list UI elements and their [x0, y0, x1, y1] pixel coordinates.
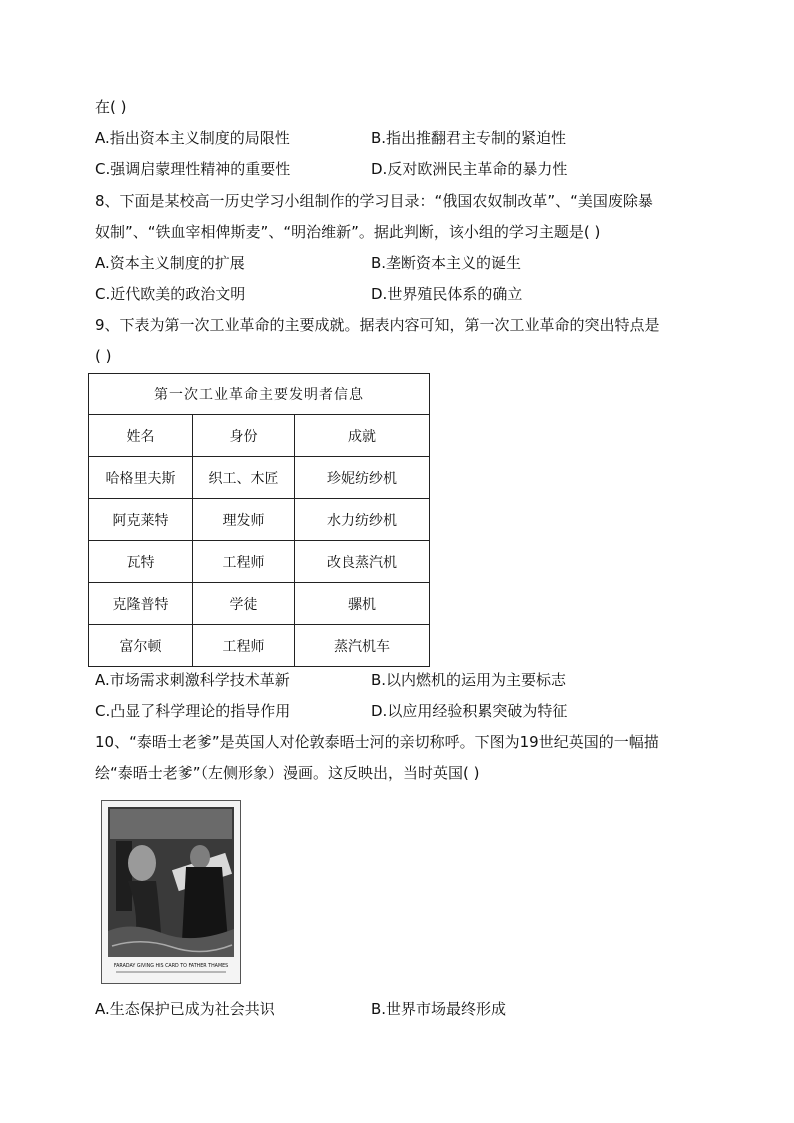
table-cell: 工程师	[193, 541, 295, 583]
table-caption: 第一次工业革命主要发明者信息	[89, 374, 430, 415]
table-cell: 富尔顿	[89, 625, 193, 667]
table-row	[89, 499, 430, 541]
table-cell: 哈格里夫斯	[89, 457, 193, 499]
table-row	[89, 625, 430, 667]
table-cell: 学徒	[193, 583, 295, 625]
q8-option-b[interactable]: B.垄断资本主义的诞生	[371, 254, 522, 272]
table-cell: 理发师	[193, 499, 295, 541]
q10-option-a[interactable]: A.生态保护已成为社会共识	[95, 1000, 275, 1018]
inventor-table	[88, 373, 430, 667]
table-cell: 珍妮纺纱机	[295, 457, 430, 499]
q7-option-d[interactable]: D.反对欧洲民主革命的暴力性	[371, 160, 568, 178]
table-header-identity: 身份	[193, 415, 295, 457]
q9-stem-line1: 9、下表为第一次工业革命的主要成就。据表内容可知，第一次工业革命的突出特点是	[95, 316, 660, 334]
table-cell: 织工、木匠	[193, 457, 295, 499]
q9-option-b[interactable]: B.以内燃机的运用为主要标志	[371, 671, 567, 689]
q9-option-c[interactable]: C.凸显了科学理论的指导作用	[95, 702, 291, 720]
father-thames-cartoon	[101, 800, 241, 984]
q10-stem-line1: 10、“泰晤士老爹”是英国人对伦敦泰晤士河的亲切称呼。下图为19世纪英国的一幅描	[95, 733, 659, 751]
q9-stem-line2: ( )	[95, 347, 112, 365]
table-header-achievement: 成就	[295, 415, 430, 457]
q7-stem-tail: 在( )	[95, 98, 127, 116]
q9-option-a[interactable]: A.市场需求刺激科学技术革新	[95, 671, 290, 689]
table-cell: 改良蒸汽机	[295, 541, 430, 583]
q10-stem-line2: 绘“泰晤士老爹”（左侧形象）漫画。这反映出，当时英国( )	[95, 764, 480, 782]
q8-option-a[interactable]: A.资本主义制度的扩展	[95, 254, 245, 272]
q7-option-b[interactable]: B.指出推翻君主专制的紧迫性	[371, 129, 567, 147]
q8-option-c[interactable]: C.近代欧美的政治文明	[95, 285, 246, 303]
q8-option-d[interactable]: D.世界殖民体系的确立	[371, 285, 523, 303]
q10-option-b[interactable]: B.世界市场最终形成	[371, 1000, 507, 1018]
table-row	[89, 457, 430, 499]
q8-stem-line2: 奴制”、“铁血宰相俾斯麦”、“明治维新”。据此判断，该小组的学习主题是( )	[95, 223, 601, 241]
table-cell: 阿克莱特	[89, 499, 193, 541]
table-cell: 骡机	[295, 583, 430, 625]
table-cell: 克隆普特	[89, 583, 193, 625]
table-cell: 蒸汽机车	[295, 625, 430, 667]
table-header-name: 姓名	[89, 415, 193, 457]
table-row	[89, 583, 430, 625]
table-cell: 工程师	[193, 625, 295, 667]
table-cell: 水力纺纱机	[295, 499, 430, 541]
q8-stem-line1: 8、下面是某校高一历史学习小组制作的学习目录：“俄国农奴制改革”、“美国废除暴	[95, 192, 653, 210]
q9-option-d[interactable]: D.以应用经验积累突破为特征	[371, 702, 568, 720]
table-cell: 瓦特	[89, 541, 193, 583]
cartoon-caption: FARADAY GIVING HIS CARD TO FATHER THAMES	[113, 964, 229, 969]
q7-option-c[interactable]: C.强调启蒙理性精神的重要性	[95, 160, 291, 178]
table-row	[89, 541, 430, 583]
q7-option-a[interactable]: A.指出资本主义制度的局限性	[95, 129, 290, 147]
cartoon-illustration	[102, 801, 240, 983]
